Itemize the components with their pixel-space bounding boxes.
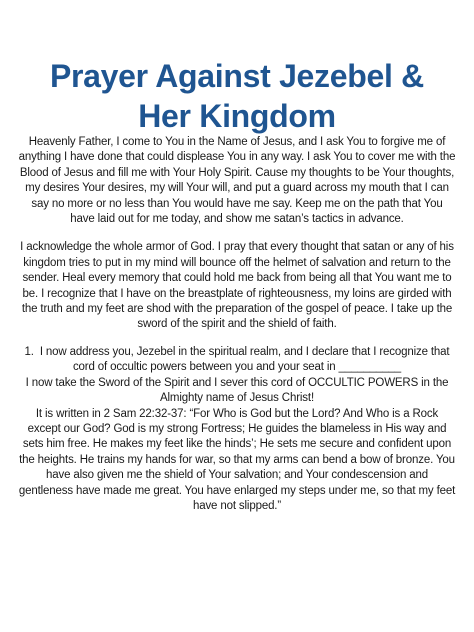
numbered-item-1 (18, 345, 456, 376)
paragraph-sever-cord: I now take the Sword of the Spirit and I sever this cord of OCCULTIC POWERS in the Almighty name of Jesus Christ! (25, 376, 449, 405)
list-number: 1. (24, 345, 34, 358)
paragraph-scripture: It is written in 2 Sam 22:32-37: “For Who is God but the Lord? And Who is a Rock except our God? God is my strong Fortress; He guides the blameless in His way and sets him free. He makes my feet like the hinds’; He sets me secure and confident upon the heights. He trains my hands for war, so that my arms can bend a bow of bronze. You have also given me the shield of Your salvation; and Your condescension and gentleness have made me great. You have enlarged my steps under me, so that my feet have not slipped.” (18, 407, 456, 512)
page-title: Prayer Against Jezebel & Her Kingdom (49, 58, 424, 134)
paragraph-armor-of-god: I acknowledge the whole armor of God. I pray that every thought that satan or any of his kingdom tries to put in my mind will bounce off the helmet of salvation and return to the sender. Heal every memory that could hold me back from being all that You want me to be. I recognize that I have on the breastplate of righteousness, my loins are girded with the truth and my feet are shod with the preparation of the gospel of peace. I take up the sword of the spirit and the shield of faith. (20, 241, 454, 331)
paragraph-gap (18, 333, 456, 345)
list-item-text: I now address you, Jezebel in the spiritual realm, and I declare that I recognize that cord of occultic powers between you and your seat in __________ (39, 345, 450, 374)
paragraph-opening: Heavenly Father, I come to You in the Name of Jesus, and I ask You to forgive me of anything I have done that could displease You in any way. I ask You to cover me with the Blood of Jesus and fill me with Your Holy Spirit. Cause my thoughts to be Your thoughts, my desires Your desires, my will Your will, and put a guard across my mouth that I can say no more or no less than You would have me say. Keep me on the path that You have laid out for me today, and show me satan’s tactics in advance. (18, 136, 456, 226)
prayer-body (18, 135, 456, 514)
paragraph-gap (18, 227, 456, 240)
